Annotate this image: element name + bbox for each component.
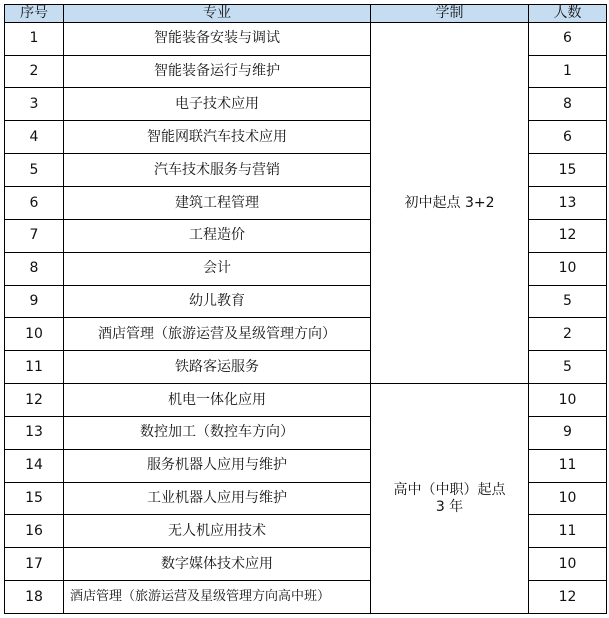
seq-cell: 5 (5, 154, 64, 187)
major-cell: 酒店管理（旅游运营及星级管理方向） (64, 318, 371, 351)
count-cell: 13 (529, 187, 607, 220)
count-cell: 12 (529, 219, 607, 252)
count-cell: 10 (529, 548, 607, 581)
major-cell: 机电一体化应用 (64, 384, 371, 417)
count-cell: 11 (529, 515, 607, 548)
system-senior-line1: 高中（中职）起点 (393, 481, 506, 498)
count-cell: 5 (529, 285, 607, 318)
seq-cell: 3 (5, 88, 64, 121)
count-cell: 6 (529, 22, 607, 55)
seq-cell: 12 (5, 384, 64, 417)
major-cell: 智能装备运行与维护 (64, 55, 371, 88)
major-cell: 铁路客运服务 (64, 351, 371, 384)
seq-cell: 6 (5, 187, 64, 220)
count-cell: 1 (529, 55, 607, 88)
seq-cell: 15 (5, 482, 64, 515)
major-cell: 智能网联汽车技术应用 (64, 121, 371, 154)
major-cell: 会计 (64, 252, 371, 285)
seq-cell: 11 (5, 351, 64, 384)
system-cell-junior: 初中起点 3+2 (371, 22, 529, 383)
table-row (5, 384, 607, 417)
seq-cell: 2 (5, 55, 64, 88)
count-cell: 5 (529, 351, 607, 384)
seq-cell: 8 (5, 252, 64, 285)
count-cell: 10 (529, 384, 607, 417)
count-cell: 12 (529, 581, 607, 614)
system-senior-line2: 3 年 (435, 498, 464, 515)
major-cell: 建筑工程管理 (64, 187, 371, 220)
header-major: 专业 (64, 5, 371, 23)
major-cell: 无人机应用技术 (64, 515, 371, 548)
enrollment-table (4, 4, 607, 614)
major-cell: 服务机器人应用与维护 (64, 449, 371, 482)
header-row (5, 5, 607, 23)
major-cell: 幼儿教育 (64, 285, 371, 318)
count-cell: 6 (529, 121, 607, 154)
table-row (5, 22, 607, 55)
major-cell: 工程造价 (64, 219, 371, 252)
seq-cell: 16 (5, 515, 64, 548)
count-cell: 9 (529, 416, 607, 449)
major-cell: 智能装备安装与调试 (64, 22, 371, 55)
header-seq: 序号 (5, 5, 64, 23)
seq-cell: 4 (5, 121, 64, 154)
count-cell: 11 (529, 449, 607, 482)
seq-cell: 14 (5, 449, 64, 482)
seq-cell: 10 (5, 318, 64, 351)
system-cell-senior (371, 384, 529, 614)
header-count: 人数 (529, 5, 607, 23)
seq-cell: 18 (5, 581, 64, 614)
header-system: 学制 (371, 5, 529, 23)
seq-cell: 9 (5, 285, 64, 318)
count-cell: 2 (529, 318, 607, 351)
major-cell: 电子技术应用 (64, 88, 371, 121)
major-cell: 数字媒体技术应用 (64, 548, 371, 581)
count-cell: 8 (529, 88, 607, 121)
count-cell: 10 (529, 482, 607, 515)
seq-cell: 7 (5, 219, 64, 252)
count-cell: 10 (529, 252, 607, 285)
major-cell: 酒店管理（旅游运营及星级管理方向高中班） (64, 581, 371, 614)
seq-cell: 1 (5, 22, 64, 55)
count-cell: 15 (529, 154, 607, 187)
major-cell: 汽车技术服务与营销 (64, 154, 371, 187)
seq-cell: 13 (5, 416, 64, 449)
seq-cell: 17 (5, 548, 64, 581)
major-cell: 数控加工（数控车方向） (64, 416, 371, 449)
major-cell: 工业机器人应用与维护 (64, 482, 371, 515)
